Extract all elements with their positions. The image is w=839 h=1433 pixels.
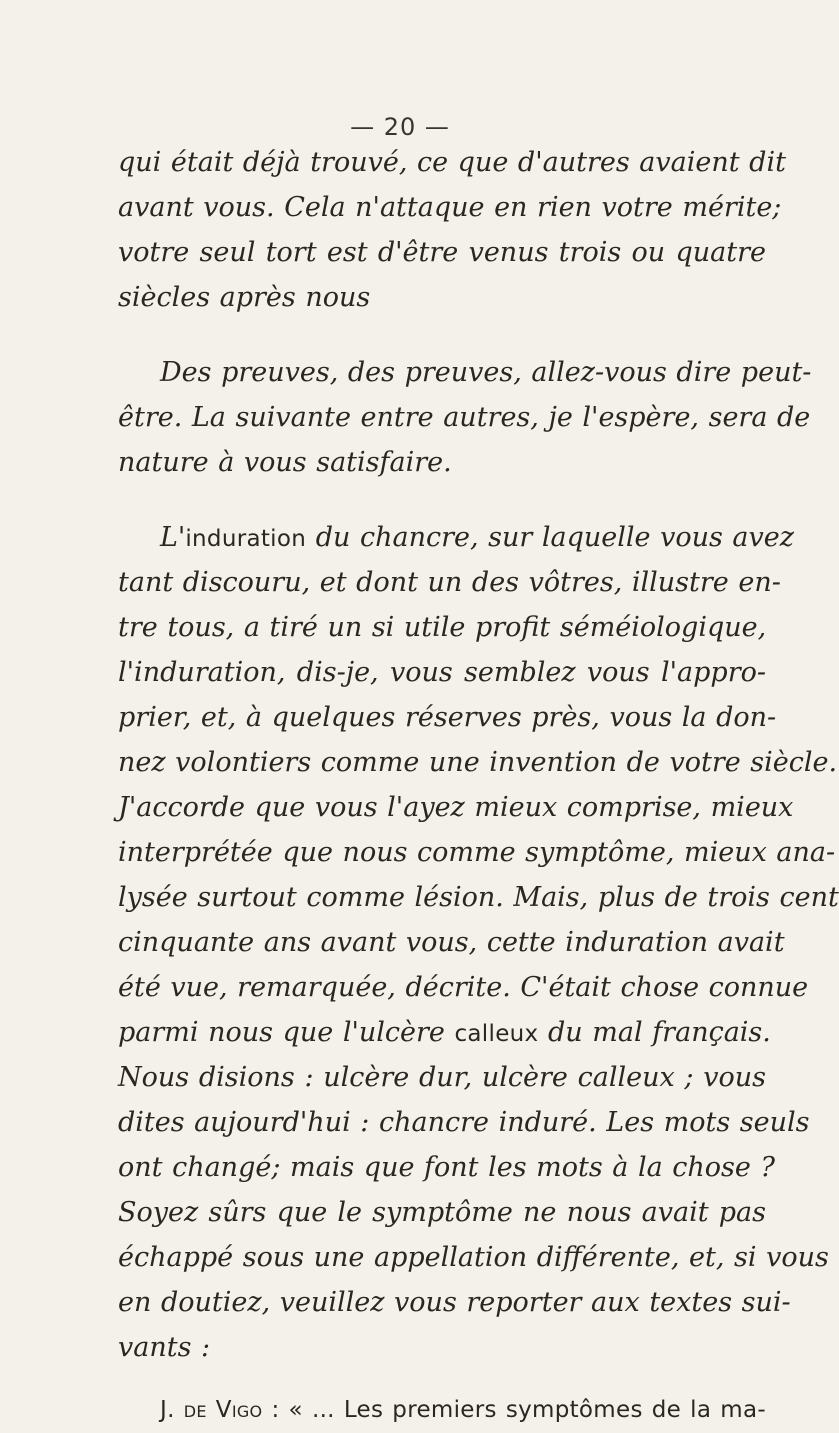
line-before: parmi nous que l'ulcère — [118, 1017, 455, 1048]
text-line: ont changé; mais que font les mots à la chose ? — [118, 1152, 775, 1183]
line-after: du mal français. — [538, 1017, 771, 1048]
text-line: en doutiez, veuillez vous reporter aux textes sui- — [118, 1287, 791, 1318]
citation-author: Vigo — [215, 1397, 263, 1423]
text-line-calleux — [118, 1010, 771, 1055]
citation-initial: J. — [160, 1397, 175, 1423]
text-line: nature à vous satisfaire. — [118, 447, 452, 478]
roman-word: induration — [185, 526, 307, 552]
text-line: tant discouru, et dont un des vôtres, illustre en- — [118, 567, 781, 598]
text-line: interprétée que nous comme symptôme, mieux ana- — [118, 837, 836, 868]
text-line: été vue, remarquée, décrite. C'était chose connue — [118, 972, 809, 1003]
line-prefix: L' — [160, 522, 186, 553]
text-line: prier, et, à quelques réserves près, vous la don- — [118, 702, 777, 733]
paragraph-gap — [118, 485, 766, 515]
text-line: siècles après nous — [118, 282, 371, 313]
text-line: échappé sous une appellation différente, et, si vous — [118, 1242, 829, 1273]
citation-line — [118, 1388, 766, 1433]
text-line: avant vous. Cela n'attaque en rien votre mérite; — [118, 192, 782, 223]
page-number: — 20 — — [350, 113, 450, 141]
body-text — [118, 140, 839, 1433]
text-line: nez volontiers comme une invention de votre siècle. — [118, 747, 838, 778]
text-line: lysée surtout comme lésion. Mais, plus de trois cent — [118, 882, 839, 913]
citation-text: : « ... Les premiers symptômes de la ma- — [262, 1397, 766, 1423]
text-line: tre tous, a tiré un si utile profit séméiologique, — [118, 612, 767, 643]
text-line: Soyez sûrs que le symptôme ne nous avait pas — [118, 1197, 766, 1228]
text-line: votre seul tort est d'être venus trois ou quatre — [118, 237, 766, 268]
citation-particle: de — [183, 1397, 207, 1423]
text-line: Nous disions : ulcère dur, ulcère calleux ; vous — [118, 1062, 766, 1093]
text-line: J'accorde que vous l'ayez mieux comprise, mieux — [118, 792, 794, 823]
text-line: qui était déjà trouvé, ce que d'autres avaient dit — [118, 147, 786, 178]
text-line-induration — [118, 515, 794, 560]
paragraph-gap — [118, 1370, 766, 1388]
text-line: être. La suivante entre autres, je l'espère, sera de — [118, 402, 811, 433]
text-line: dites aujourd'hui : chancre induré. Les mots seuls — [118, 1107, 810, 1138]
text-line: l'induration, dis-je, vous semblez vous l'appro- — [118, 657, 766, 688]
text-line: cinquante ans avant vous, cette induration avait — [118, 927, 785, 958]
paragraph-gap — [118, 320, 766, 350]
text-line: vants : — [118, 1332, 211, 1363]
text-line: Des preuves, des preuves, allez-vous dire peut- — [160, 357, 812, 388]
line-rest: du chancre, sur laquelle vous avez — [306, 522, 794, 553]
roman-word: calleux — [454, 1021, 539, 1047]
